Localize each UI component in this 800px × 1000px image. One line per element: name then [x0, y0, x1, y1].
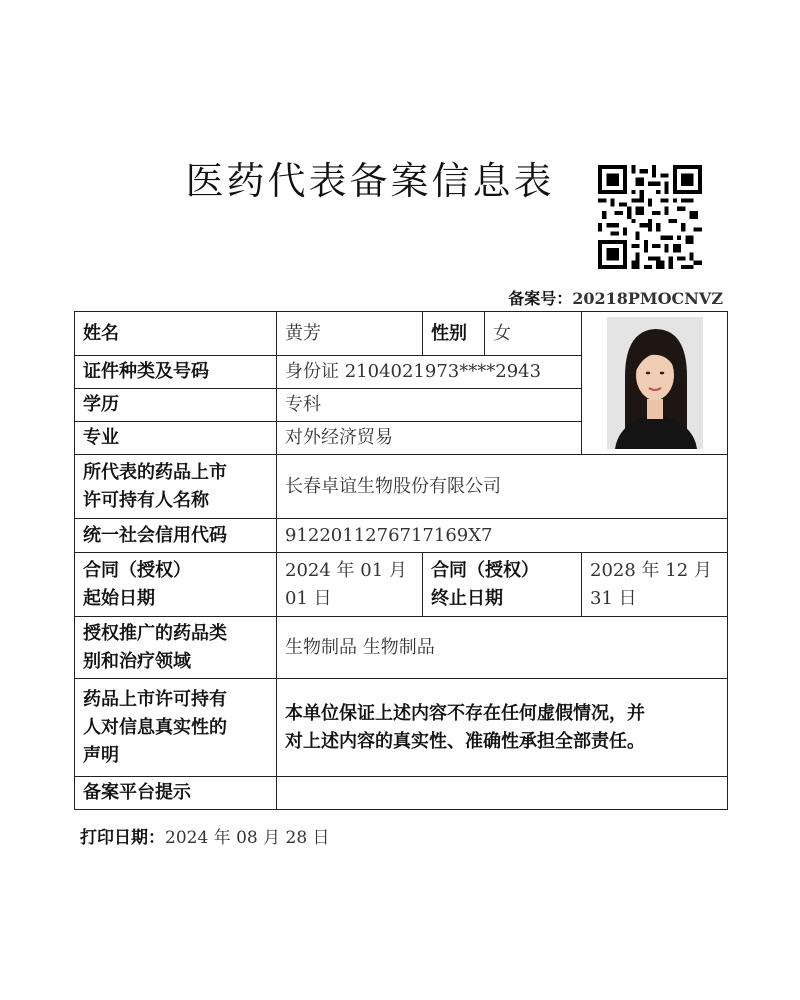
print-date-value: 2024 年 08 月 28 日 [165, 828, 330, 848]
gender-label: 性别 [423, 312, 485, 356]
contract-start-value-line1: 2024 年 01 月 [285, 559, 407, 581]
table-row [75, 553, 728, 617]
gender-value: 女 [485, 312, 582, 356]
table-row [75, 519, 728, 553]
filing-number-label: 备案号： [508, 289, 573, 308]
drug-category-label-line2: 别和治疗领域 [83, 650, 191, 672]
name-label: 姓名 [75, 312, 277, 356]
declaration-label-line2: 人对信息真实性的 [83, 716, 227, 738]
name-value: 黄芳 [277, 312, 423, 356]
print-date [80, 823, 330, 848]
holder-label-line2: 许可持有人名称 [83, 489, 209, 511]
declaration-label-line1: 药品上市许可持有 [83, 688, 227, 710]
drug-category-label [75, 617, 277, 679]
contract-end-label [423, 553, 582, 617]
print-date-label: 打印日期： [80, 828, 165, 848]
filing-number-value: 20218PMOCNVZ [572, 289, 723, 308]
contract-start-label-line1: 合同（授权） [83, 559, 191, 581]
table-row [75, 617, 728, 679]
platform-notice-label: 备案平台提示 [75, 777, 277, 810]
contract-start-value [277, 553, 423, 617]
education-value: 专科 [277, 389, 582, 422]
declaration-label-line3: 声明 [83, 744, 119, 766]
holder-label-line1: 所代表的药品上市 [83, 461, 227, 483]
holder-value: 长春卓谊生物股份有限公司 [277, 455, 728, 519]
credit-code-value: 9122011276717169X7 [277, 519, 728, 553]
id-value: 身份证 2104021973****2943 [277, 356, 582, 389]
contract-end-value-line2: 31 日 [590, 587, 637, 609]
filing-number [508, 286, 723, 309]
declaration-label [75, 679, 277, 777]
education-label: 学历 [75, 389, 277, 422]
id-label: 证件种类及号码 [75, 356, 277, 389]
contract-start-label [75, 553, 277, 617]
table-row [75, 777, 728, 810]
platform-notice-value [277, 777, 728, 810]
holder-label [75, 455, 277, 519]
table-row [75, 312, 728, 356]
filing-form-table [74, 311, 728, 810]
major-value: 对外经济贸易 [277, 422, 582, 455]
contract-end-label-line2: 终止日期 [431, 587, 503, 609]
declaration-value-line2: 对上述内容的真实性、准确性承担全部责任。 [285, 730, 645, 752]
major-label: 专业 [75, 422, 277, 455]
contract-end-value [582, 553, 728, 617]
qr-code-icon [598, 165, 702, 269]
person-photo [607, 317, 703, 449]
table-row [75, 455, 728, 519]
document-title: 医药代表备案信息表 [185, 159, 555, 203]
drug-category-value: 生物制品 生物制品 [277, 617, 728, 679]
contract-end-value-line1: 2028 年 12 月 [590, 559, 712, 581]
declaration-value-line1: 本单位保证上述内容不存在任何虚假情况，并 [285, 702, 645, 724]
photo-cell [582, 312, 728, 455]
declaration-value [277, 679, 728, 777]
credit-code-label: 统一社会信用代码 [75, 519, 277, 553]
table-row [75, 679, 728, 777]
contract-end-label-line1: 合同（授权） [431, 559, 539, 581]
contract-start-label-line2: 起始日期 [83, 587, 155, 609]
drug-category-label-line1: 授权推广的药品类 [83, 622, 227, 644]
contract-start-value-line2: 01 日 [285, 587, 332, 609]
